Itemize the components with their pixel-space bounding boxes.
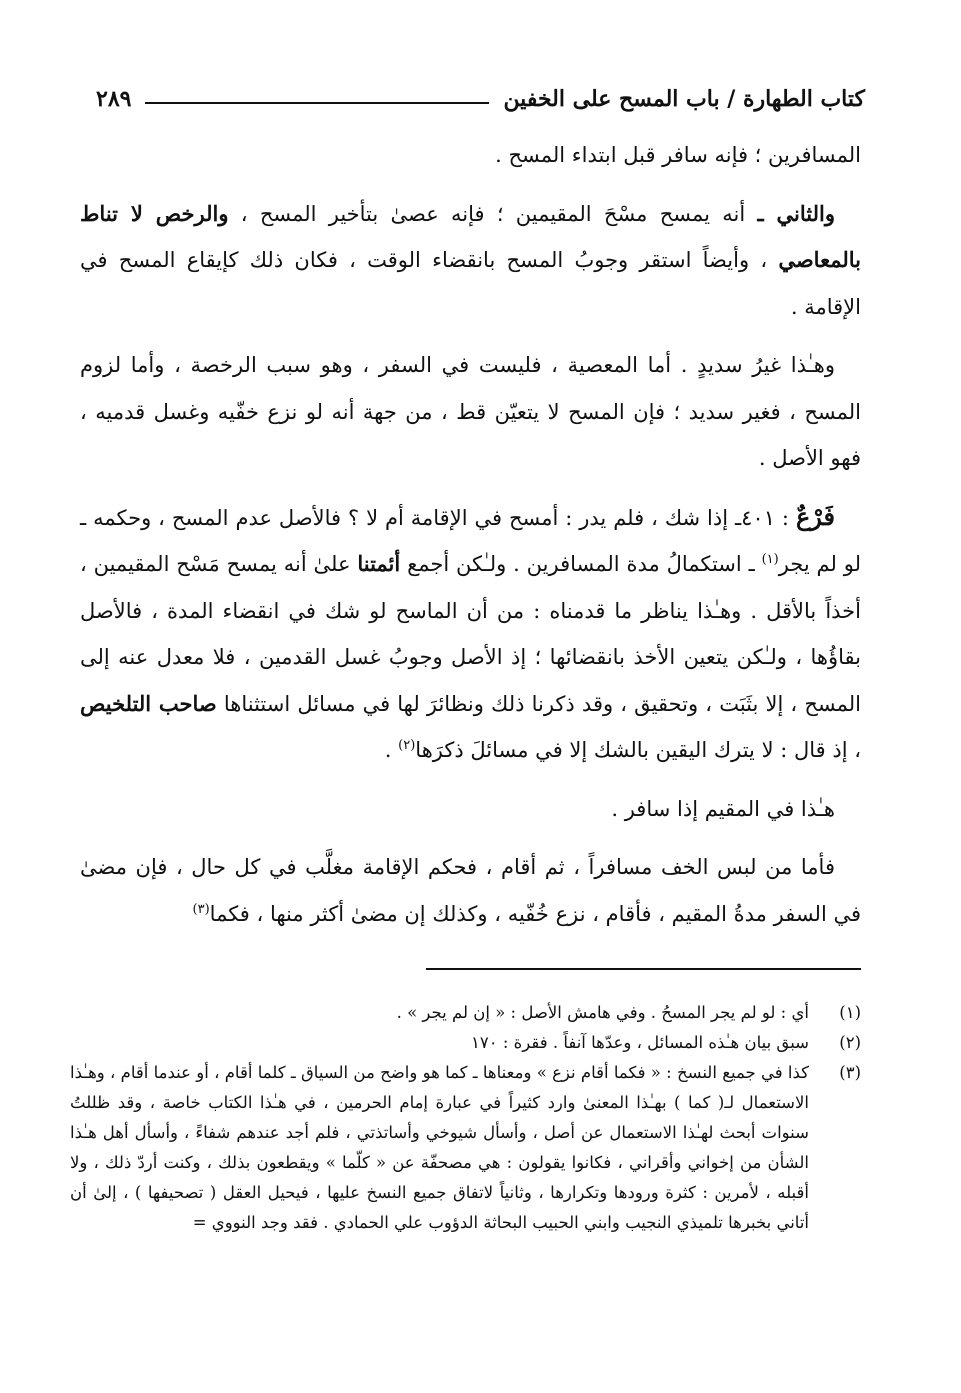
paragraph-6-text: فأما من لبس الخف مسافراً ، ثم أقام ، فحكم الإقامة مغلَّب في كل حال ، فإن مضىٰ في السفر مدةُ المقيم ، فأقام ، نزع خُفّيه ، وكذلك إن مضىٰ أكثر منها ، فكما (80, 855, 861, 926)
paragraph-3 (80, 342, 861, 482)
paragraph-5 (80, 786, 861, 833)
footnote-2 (70, 1028, 861, 1058)
footnote-number: (١) (839, 1003, 861, 1022)
footnotes (70, 998, 861, 1238)
paragraph-1 (80, 132, 861, 179)
paragraph-4-emphasis-1: أئمتنا (357, 551, 401, 576)
paragraph-6 (80, 844, 861, 937)
paragraph-4-text-e: . (384, 738, 399, 762)
paragraph-4 (80, 494, 861, 774)
paragraph-2 (80, 191, 861, 331)
footnote-3 (70, 1058, 861, 1238)
footnote-1 (70, 998, 861, 1028)
paragraph-4-text-b: ـ استكمالُ مدة المسافرين . ولـٰكن أجمع (400, 552, 762, 576)
paragraph-2-lead: والثاني ـ (757, 200, 835, 226)
footnote-ref-1[interactable]: (١) (761, 552, 779, 567)
footnote-text: سبق بيان هـٰذه المسائل ، وعدّها آنفاً . فقرة : ١٧٠ (470, 1033, 809, 1052)
paragraph-3-text: وهـٰذا غيرُ سديدٍ . أما المعصية ، فليست في السفر ، وهو سبب الرخصة ، وأما لزوم المسح ، فغير سديد ؛ فإن المسح لا يتعيّن قط ، من جهة أنه لو نزع خفّيه وغسل قدميه ، فهو الأصل . (80, 353, 861, 470)
paragraph-2-text-a: أنه يمسح مسْحَ المقيمين ؛ فإنه عصىٰ بتأخير المسح ، (228, 201, 758, 226)
footnote-ref-2[interactable]: (٢) (398, 738, 416, 753)
paragraph-4-text-d: ، إذ قال : لا يترك اليقين بالشك إلا في مسائلَ ذكرَها (415, 738, 861, 762)
running-header (96, 78, 865, 112)
page-number: ٢٨٩ (96, 86, 132, 112)
footnote-separator (426, 968, 861, 970)
paragraph-4-text-c: علىٰ أنه يمسح مَسْح المقيمين ، أخذاً بالأقل . وهـٰذا يناظر ما قدمناه : من أن الماسح لو شك في انقضاء المدة ، فالأصل بقاؤُها ، ولـٰكن يتعين الأخذ بانقضائها ؛ إذ الأصل وجوبُ غسل القدمين ، فلا معدل عنه إلى المسح ، إلا بثَبَت ، وتحقيق ، وقد ذكرنا ذلك ونظائرَ لها في مسائل استثناها (80, 552, 861, 716)
paragraph-4-emphasis-2: صاحب التلخيص (80, 690, 217, 716)
header-rule (145, 102, 489, 104)
section-kicker: فَرْعٌ (795, 501, 835, 531)
footnote-number: (٣) (839, 1063, 861, 1082)
footnote-number: (٢) (839, 1033, 861, 1052)
main-text (80, 132, 861, 949)
footnote-text: أي : لو لم يجر المسحُ . وفي هامش الأصل : « إن لم يجر » . (396, 1003, 809, 1022)
paragraph-5-text: هـٰذا في المقيم إذا سافر . (611, 796, 835, 821)
chapter-title: كتاب الطهارة / باب المسح على الخفين (503, 86, 865, 112)
footnote-text: كذا في جميع النسخ : « فكما أقام نزع » ومعناها ـ كما هو واضح من السياق ـ كلما أقام ، أو عندما أقام ، وهـٰذا الاستعمال لـ( كما ) بهـٰذا المعنىٰ وارد كثيراً في عبارة إمام الحرمين ، في هـٰذا الكتاب خاصة ، وقد ظللتُ سنوات أبحث لهـٰذا الاستعمال عن أصل ، وأسأل شيوخي وأساتذتي ، فلم أجد عندهم شفاءً ، وأسأل أهل هـٰذا الشأن من إخواني وأقراني ، فكانوا يقولون : هي مصحفّة عن « كلّما » ويقطعون بذلك ، وكنت أردّ ذلك ، ولا أقبله ، لأمرين : كثرة ورودها وتكرارها ، وثانياً لاتفاق جميع النسخ عليها ، فيحيل العقل ( تصحيفها ) ، إلىٰ أن أتاني بخبرها تلميذي النجيب وابني الحبيب البحاثة الدؤوب علي الحمادي . فقد وجد النووي = (70, 1063, 809, 1232)
paragraph-4-text-a: : ٤٠١ـ إذا شك ، فلم يدر : أمسح في الإقامة أم لا ؟ فالأصل عدم المسح ، وحكمه ـ لو لم يجر (80, 505, 861, 576)
footnote-ref-3[interactable]: (٣) (192, 901, 210, 917)
paragraph-2-emphasis: والرخص لا تناط بالمعاصي (80, 200, 861, 272)
paragraph-1-text: المسافرين ؛ فإنه سافر قبل ابتداء المسح . (495, 143, 861, 167)
paragraph-2-text-b: ، وأيضاً استقر وجوبُ المسح بانقضاء الوقت ، فكان ذلك كإيقاع المسح في الإقامة . (80, 248, 861, 319)
